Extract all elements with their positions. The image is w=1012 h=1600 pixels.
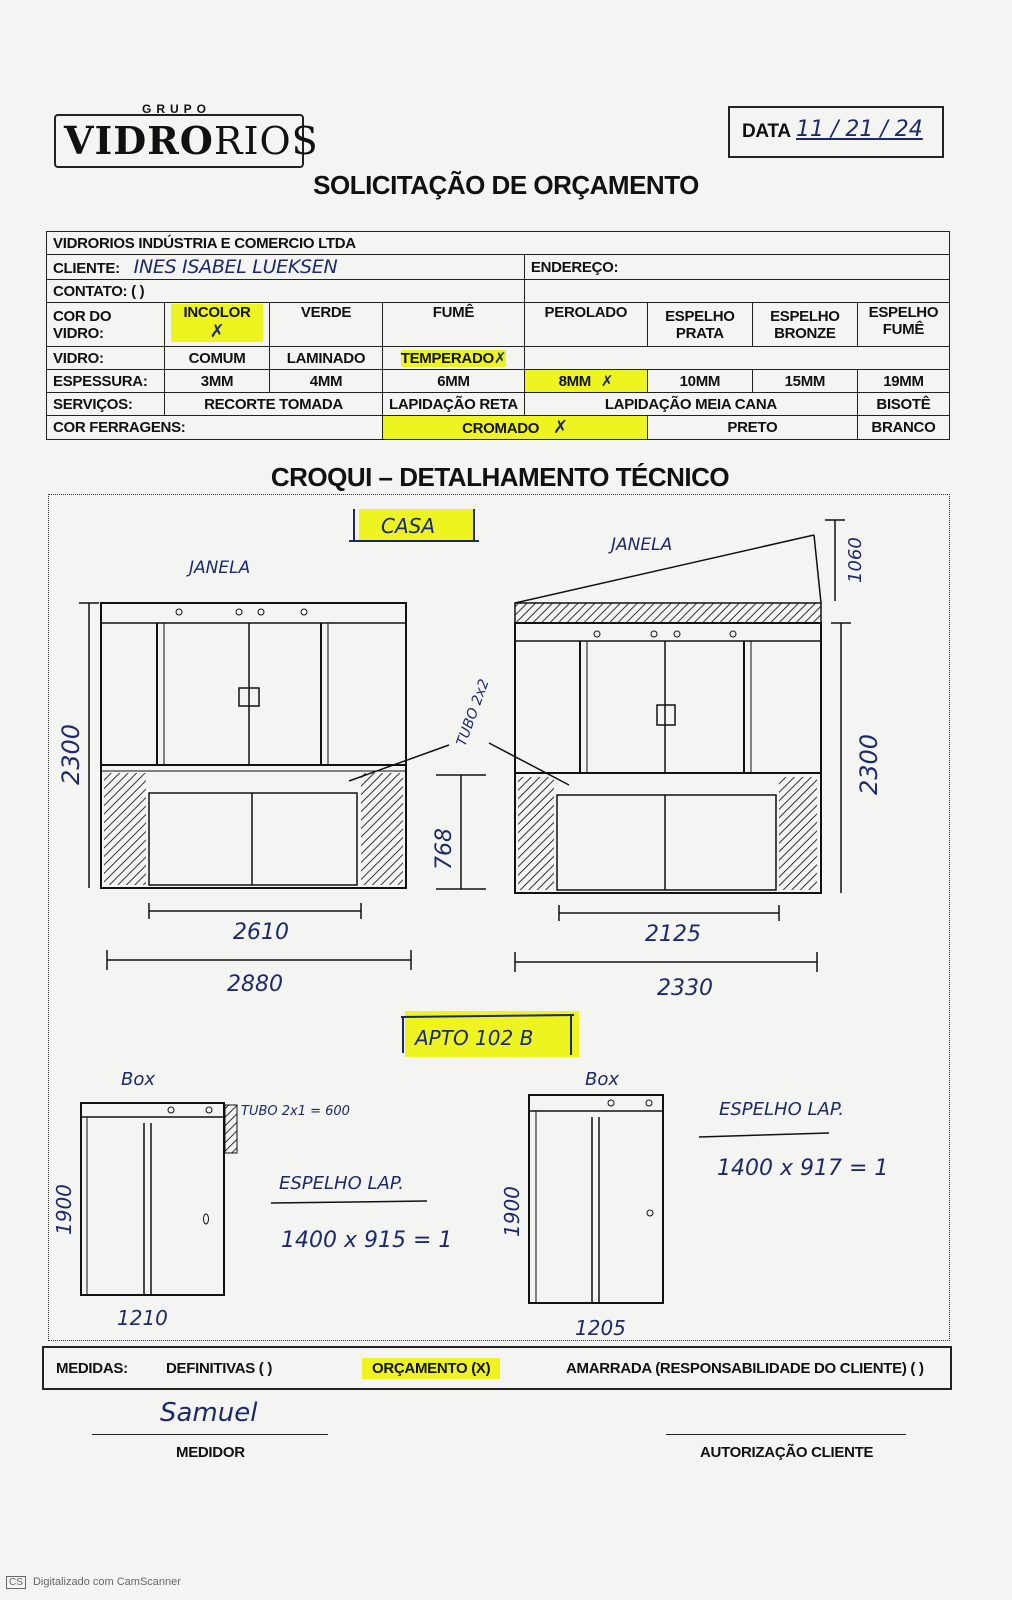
hardware-branco: BRANCO (857, 416, 949, 440)
contact-label: CONTATO: ( ) (47, 280, 525, 303)
glass-laminado: LAMINADO (270, 347, 383, 370)
color-espelho-bronze-2: BRONZE (774, 324, 836, 342)
color-verde: VERDE (270, 303, 383, 347)
glass-color-label (47, 303, 165, 347)
color-perolado: PEROLADO (524, 303, 647, 347)
color-espelho-bronze-1: ESPELHO (770, 307, 840, 325)
client-label: CLIENTE: (53, 260, 120, 277)
measures-budget: ORÇAMENTO (X) (362, 1358, 500, 1379)
glass-comum: COMUM (165, 347, 270, 370)
sketch-heading: CROQUI – DETALHAMENTO TÉCNICO (270, 462, 730, 492)
box2-width: 1205 (575, 1316, 626, 1340)
glass-temperado-check: ✗ (493, 349, 507, 367)
scanner-text: Digitalizado com CamScanner (32, 1576, 181, 1588)
thickness-15mm: 15MM (752, 370, 857, 393)
left-window-label: JANELA (189, 558, 251, 578)
thickness-6mm: 6MM (383, 370, 525, 393)
hardware-cromado-label: CROMADO (462, 420, 540, 437)
thickness-4mm: 4MM (270, 370, 383, 393)
glass-temperado (383, 347, 525, 370)
tube-note: TUBO 2x2 (453, 677, 493, 749)
color-espelho-prata (647, 303, 752, 347)
logo-brand-a: VIDRO (64, 118, 214, 163)
hardware-cromado-check: ✗ (553, 417, 568, 438)
scanner-footer (6, 1576, 181, 1588)
left-inner-width: 2610 (233, 920, 289, 945)
left-height: 2300 (57, 723, 85, 785)
thickness-19mm: 19MM (857, 370, 949, 393)
sketch-drawing (49, 495, 949, 1340)
hardware-preto: PRETO (647, 416, 857, 440)
color-fume: FUMÊ (383, 303, 525, 347)
box1-label: Box (121, 1069, 156, 1090)
hardware-label: COR FERRAGENS: (47, 416, 383, 440)
measures-definitive: DEFINITIVAS ( ) (166, 1360, 273, 1377)
service-recorte-tomada: RECORTE TOMADA (165, 393, 383, 416)
thickness-8mm (524, 370, 647, 393)
box2-height: 1900 (500, 1186, 524, 1237)
right-outer-width: 2330 (657, 976, 713, 1001)
date-value: 11 / 21 / 24 (796, 117, 923, 142)
right-height: 2300 (855, 733, 883, 795)
glass-empty (524, 347, 949, 370)
color-espelho-bronze (752, 303, 857, 347)
hardware-cromado (383, 416, 648, 440)
right-inner-width: 2125 (645, 922, 701, 947)
glass-color-label-2: VIDRO: (53, 324, 104, 342)
logo-brand-b: RIOS (213, 119, 319, 163)
right-cabinet-frame (515, 623, 821, 893)
service-bisote: BISOTÊ (857, 393, 949, 416)
color-incolor-check: ✗ (209, 321, 225, 342)
measurer-label: MEDIDOR (176, 1444, 245, 1461)
glass-color-label-1: COR DO (53, 307, 112, 325)
scanner-icon: CS (6, 1576, 26, 1589)
service-lapidacao-reta: LAPIDAÇÃO RETA (383, 393, 525, 416)
left-hatch-b (361, 773, 403, 885)
color-espelho-prata-2: PRATA (675, 324, 724, 342)
measures-row (42, 1346, 952, 1390)
address-cell (524, 255, 949, 280)
color-incolor (165, 303, 270, 347)
measurer-signature: Samuel (160, 1398, 258, 1428)
box1-frame (81, 1103, 224, 1295)
mirror2-label: ESPELHO LAP. (719, 1099, 844, 1120)
client-cell (47, 255, 525, 280)
thickness-label: ESPESSURA: (47, 370, 165, 393)
box1-height: 1900 (52, 1184, 76, 1235)
box1-tube-hatch (225, 1105, 237, 1153)
contact-empty (524, 280, 949, 303)
mid-height: 768 (432, 828, 457, 870)
client-value: INES ISABEL LUEKSEN (133, 256, 338, 278)
address-label: ENDEREÇO: (530, 258, 619, 276)
left-outer-width: 2880 (227, 972, 283, 997)
company-name: VIDRORIOS INDÚSTRIA E COMERCIO LTDA (47, 232, 950, 255)
right-hatch-top (515, 603, 821, 623)
thickness-3mm: 3MM (165, 370, 270, 393)
mirror1-value: 1400 x 915 = 1 (281, 1228, 453, 1253)
color-espelho-prata-1: ESPELHO (665, 307, 735, 325)
thickness-10mm: 10MM (647, 370, 752, 393)
apto-tag: APTO 102 B (415, 1026, 534, 1050)
left-cabinet-frame (101, 603, 406, 888)
measurer-line (92, 1434, 328, 1435)
casa-tag: CASA (381, 514, 436, 538)
right-hatch-a (518, 777, 554, 890)
logo-group-text: GRUPO (142, 102, 212, 116)
thickness-8mm-label: 8MM (558, 373, 591, 390)
glass-temperado-label: TEMPERADO (400, 350, 494, 367)
company-logo (54, 102, 319, 168)
date-label: DATA (742, 121, 791, 142)
box1-tube: TUBO 2x1 = 600 (241, 1104, 350, 1119)
client-signature-line (666, 1434, 906, 1435)
right-hatch-b (779, 777, 817, 890)
service-lapidacao-meia-cana: LAPIDAÇÃO MEIA CANA (524, 393, 857, 416)
mirror1-label: ESPELHO LAP. (279, 1173, 404, 1194)
left-hatch-a (104, 773, 146, 885)
glass-label: VIDRO: (47, 347, 165, 370)
page-title: SOLICITAÇÃO DE ORÇAMENTO (313, 170, 699, 200)
services-label: SERVIÇOS: (47, 393, 165, 416)
sketch-area (48, 494, 950, 1341)
color-incolor-label: INCOLOR (183, 304, 251, 321)
box1-width: 1210 (117, 1306, 168, 1330)
right-window-label: JANELA (611, 535, 673, 555)
right-top-height: 1060 (845, 537, 866, 583)
box2-frame (529, 1095, 663, 1303)
box2-label: Box (585, 1069, 620, 1090)
date-box (728, 106, 944, 158)
mirror2-value: 1400 x 917 = 1 (717, 1156, 889, 1181)
quote-form (46, 231, 950, 440)
logo-wordmark (64, 118, 319, 163)
color-espelho-fume: ESPELHO FUMÊ (857, 303, 949, 347)
measures-label: MEDIDAS: (56, 1360, 128, 1377)
measures-tied: AMARRADA (RESPONSABILIDADE DO CLIENTE) ( ) (566, 1360, 924, 1377)
thickness-8mm-check: ✗ (600, 372, 614, 390)
client-auth-label: AUTORIZAÇÃO CLIENTE (700, 1444, 874, 1461)
